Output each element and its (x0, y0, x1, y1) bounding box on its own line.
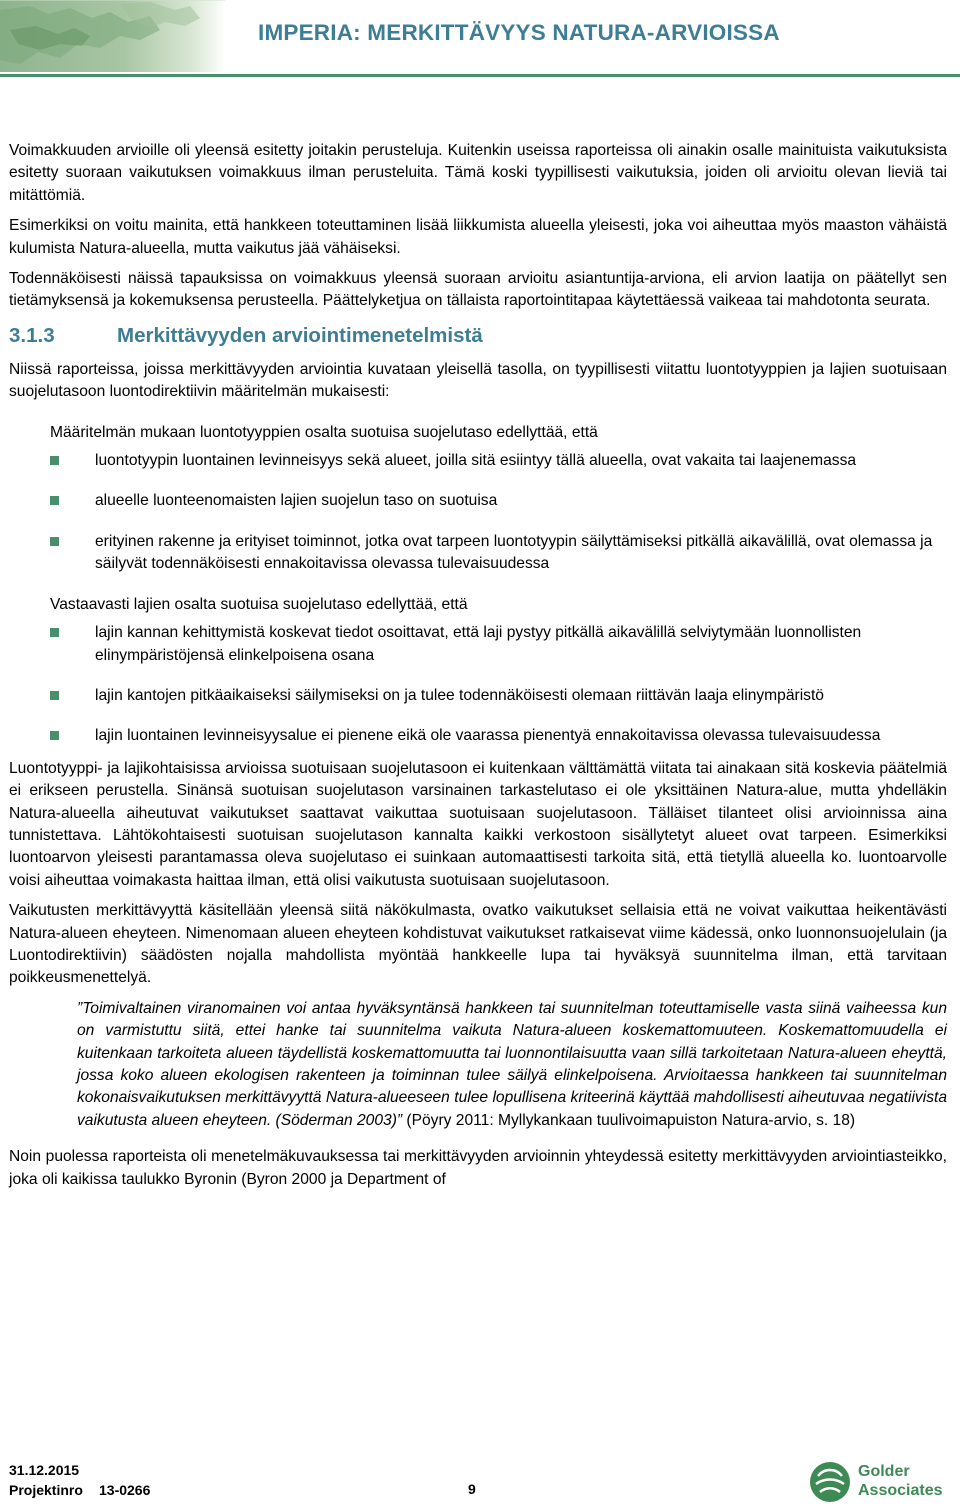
project-number: 13-0266 (99, 1482, 151, 1498)
bullet-list (50, 450, 947, 576)
bullet-square-icon (50, 628, 59, 637)
map-graphic (0, 0, 225, 72)
quote-citation: (Pöyry 2011: Myllykankaan tuulivoimapuiston Natura-arvio, s. 18) (402, 1111, 856, 1129)
list-item: lajin luontainen levinneisyysalue ei pienene eikä ole vaarassa pienentyä ennakoitavissa olevassa tulevaisuudessa (50, 725, 947, 747)
header-divider (0, 74, 960, 77)
block-quote (77, 998, 947, 1132)
bullet-square-icon (50, 537, 59, 546)
list-item: lajin kantojen pitkäaikaiseksi säilymiseksi on ja tulee todennäköisesti olemaan riittävän laaja elinympäristö (50, 685, 947, 707)
definition-intro: Vastaavasti lajien osalta suotuisa suojelutaso edellyttää, että (50, 595, 468, 613)
golder-globe-icon (806, 1458, 856, 1504)
project-label: Projektinro (9, 1482, 83, 1498)
section-title: Merkittävyyden arviointimenetelmistä (117, 323, 483, 347)
definition-intro: Määritelmän mukaan luontotyyppien osalta suotuisa suojelutaso edellyttää, että (50, 423, 598, 441)
section-heading (9, 323, 947, 349)
species-definition-block (50, 594, 947, 748)
paragraph: Vaikutusten merkittävyyttä käsitellään yleensä siitä näkökulmasta, ovatko vaikutukset sellaisia että ne voivat vaikuttaa heikentävästi Natura-alueen eheyteen. Nimenomaan alueen eheyteen kohdistuvat vaikutukset ratkaisevat viime kädessä, onko luonnonsuojelulain (ja Luontodirektiivin) säädösten nojalla mahdollista myöntää hankkeelle lupa tai hyväksyä suunnitelma ilman, että tarvitaan poikkeusmenettelyä. (9, 902, 947, 987)
paragraph: Noin puolessa raporteista oli menetelmäkuvauksessa tai merkittävyyden arvioinnin yhteydessä esitetty merkittävyyden arviointiasteikko, joka oli kaikissa taulukko Byronin (Byron 2000 ja Department of (9, 1148, 947, 1188)
bullet-square-icon (50, 496, 59, 505)
paragraph: Todennäköisesti näissä tapauksissa on voimakkuus yleensä suoraan arvioitu asiantuntija-arviona, eli arvion laatija on päätellyt sen tietämyksensä ja kokemuksensa perusteella. Päättelyketjua on tällaista raportointitapaa käytettäessä vaikeaa tai mahdotonta seurata. (9, 270, 947, 310)
bullet-square-icon (50, 691, 59, 700)
habitat-definition-block (50, 422, 947, 576)
paragraph: Esimerkiksi on voitu mainita, että hankkeen toteuttaminen lisää liikkumista alueella yleisesti, joka voi aiheuttaa myös maaston vähäistä kulumista Natura-alueella, mutta vaikutus jää vähäiseksi. (9, 217, 947, 257)
golder-logo (806, 1458, 956, 1506)
paragraph: Niissä raporteissa, joissa merkittävyyden arviointia kuvataan yleisellä tasolla, on tyypillisesti viitattu luontotyyppien ja lajien suotuisaan suojelutasoon luontodirektiivin määritelmän mukaisesti: (9, 360, 947, 401)
map-banner-image (0, 0, 225, 72)
page-footer (0, 1458, 960, 1507)
list-item: luontotyypin luontainen levinneisyys sekä alueet, joilla sitä esiintyy tällä alueella, ovat vakaita tai laajenemassa (50, 450, 947, 472)
page-number: 9 (468, 1481, 476, 1497)
bullet-square-icon (50, 731, 59, 740)
paragraph: Voimakkuuden arvioille oli yleensä esitetty joitakin perusteluja. Kuitenkin useissa raporteissa oli ainakin osalle mainituista vaikutuksista esitetty suoraan vaikutuksen voimakkuus ilman perusteluita. Tämä koski tyypillisesti vaikutuksia, joiden oli arvioitu olevan lieviä tai mitättömiä. (9, 142, 947, 204)
logo-text: Golder Associates (858, 1463, 943, 1499)
list-item: lajin kannan kehittymistä koskevat tiedot osoittavat, että laji pystyy pitkällä aikavälillä selviytymään luonnollisten elinympäristöjensä elinkelpoisena osana (50, 622, 947, 667)
bullet-square-icon (50, 456, 59, 465)
paragraph: Luontotyyppi- ja lajikohtaisissa arvioissa suotuisaan suojelutasoon ei kuitenkaan välttämättä viitata tai ainakaan sitä koskevia päätelmiä ei erikseen perustella. Sinänsä suotuisan suojelutason varsinainen tarkastelutaso ei ole yksittäinen Natura-alue, mutta yhdelläkin Natura-alueella aiheutuvat vaikutukset saattavat vaikuttaa suotuisaan suojelutasoon. Tälläiset tilanteet olisi arvioinnissa aina tunnistettava. Lähtökohtaisesti suotuisan suojelutason kannalta kaikki verkostoon sisällytetyt alueet ovat tarpeen. Esimerkiksi luontoarvon yleisesti parantamassa oleva suojelutaso ei suinkaan automaattisesti tarkoita sitä, että tietyllä alueella ko. luontoarvolle voisi aiheuttaa voimakasta haittaa ilman, että olisi vaikutusta suotuisaan suojelutasoon. (9, 759, 947, 889)
footer-info (9, 1460, 150, 1500)
bullet-list (50, 622, 947, 748)
list-item: erityinen rakenne ja erityiset toiminnot, jotka ovat tarpeen luontotyypin säilyttämiseksi pitkällä aikavälillä, ovat olemassa ja säilyvät todennäköisesti ennakoitavissa olevassa tulevaisuudessa (50, 531, 947, 576)
list-item: alueelle luonteenomaisten lajien suojelun taso on suotuisa (50, 490, 947, 512)
footer-date: 31.12.2015 (9, 1462, 80, 1478)
document-body (9, 140, 947, 1199)
page-header-title: IMPERIA: MERKITTÄVYYS NATURA-ARVIOISSA (258, 20, 780, 45)
section-number: 3.1.3 (9, 323, 55, 347)
quote-text: ”Toimivaltainen viranomainen voi antaa hyväksyntänsä hankkeen tai suunnitelman toteuttamiselle vasta siinä vaiheessa kun on varmistuttu siitä, ettei hanke tai suunnitelma vaikuta Natura-alueen koskemattomuuteen. Koskemattomuudella ei kuitenkaan tarkoiteta alueen täydellistä koskemattomuutta tai luonnontilaisuutta vaan sillä tarkoitetaan Natura-alueen eheyttä, jossa koko alueen ekologisen rakenteen ja toiminnan tulee säilyä elinkelpoisena. Arvioitaessa hankkeen tai suunnitelman kokonaisvaikutuksen merkittävyyttä Natura-alueeseen tulee lopullisena kriteerinä käyttää mahdollisesti aiheutuvaa negatiivista vaikutusta alueen eheyteen. (Söderman 2003)” (77, 999, 947, 1129)
page-header (0, 0, 960, 88)
